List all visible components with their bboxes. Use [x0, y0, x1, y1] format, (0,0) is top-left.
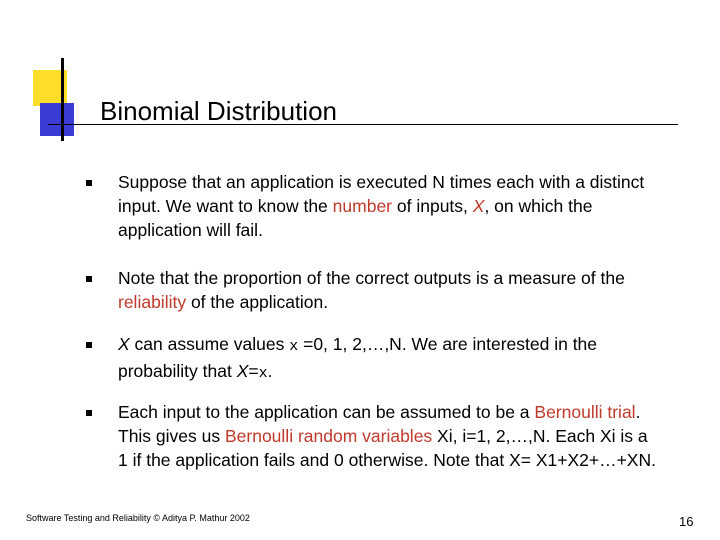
- bullet-text: Each input to the application can be assumed to be a Bernoulli trial. This gives us Bernoulli random variables Xi, i=1, 2,…,N. Each Xi is a 1 if the application fails and 0 otherwise. Note that X= X1+X2+…+XN.: [118, 402, 656, 470]
- decor-blue-square: [40, 103, 74, 136]
- bullet-marker: [86, 276, 92, 282]
- slide-footer: Software Testing and Reliability © Aditya P. Mathur 2002: [26, 513, 250, 523]
- page-number: 16: [679, 514, 694, 529]
- bullet-text: X can assume values x =0, 1, 2,…,N. We are interested in the probability that X=x.: [118, 334, 598, 382]
- bullet-text: Note that the proportion of the correct outputs is a measure of the reliability of the application.: [118, 268, 625, 312]
- slide-title: Binomial Distribution: [100, 96, 337, 126]
- bullet-marker: [86, 342, 92, 348]
- decor-vertical-line: [61, 58, 64, 141]
- bullet-text: Suppose that an application is executed N times each with a distinct input. We want to know the number of inputs, X, on which the application will fail.: [118, 172, 645, 240]
- bullet-marker: [86, 410, 92, 416]
- bullet-marker: [86, 180, 92, 186]
